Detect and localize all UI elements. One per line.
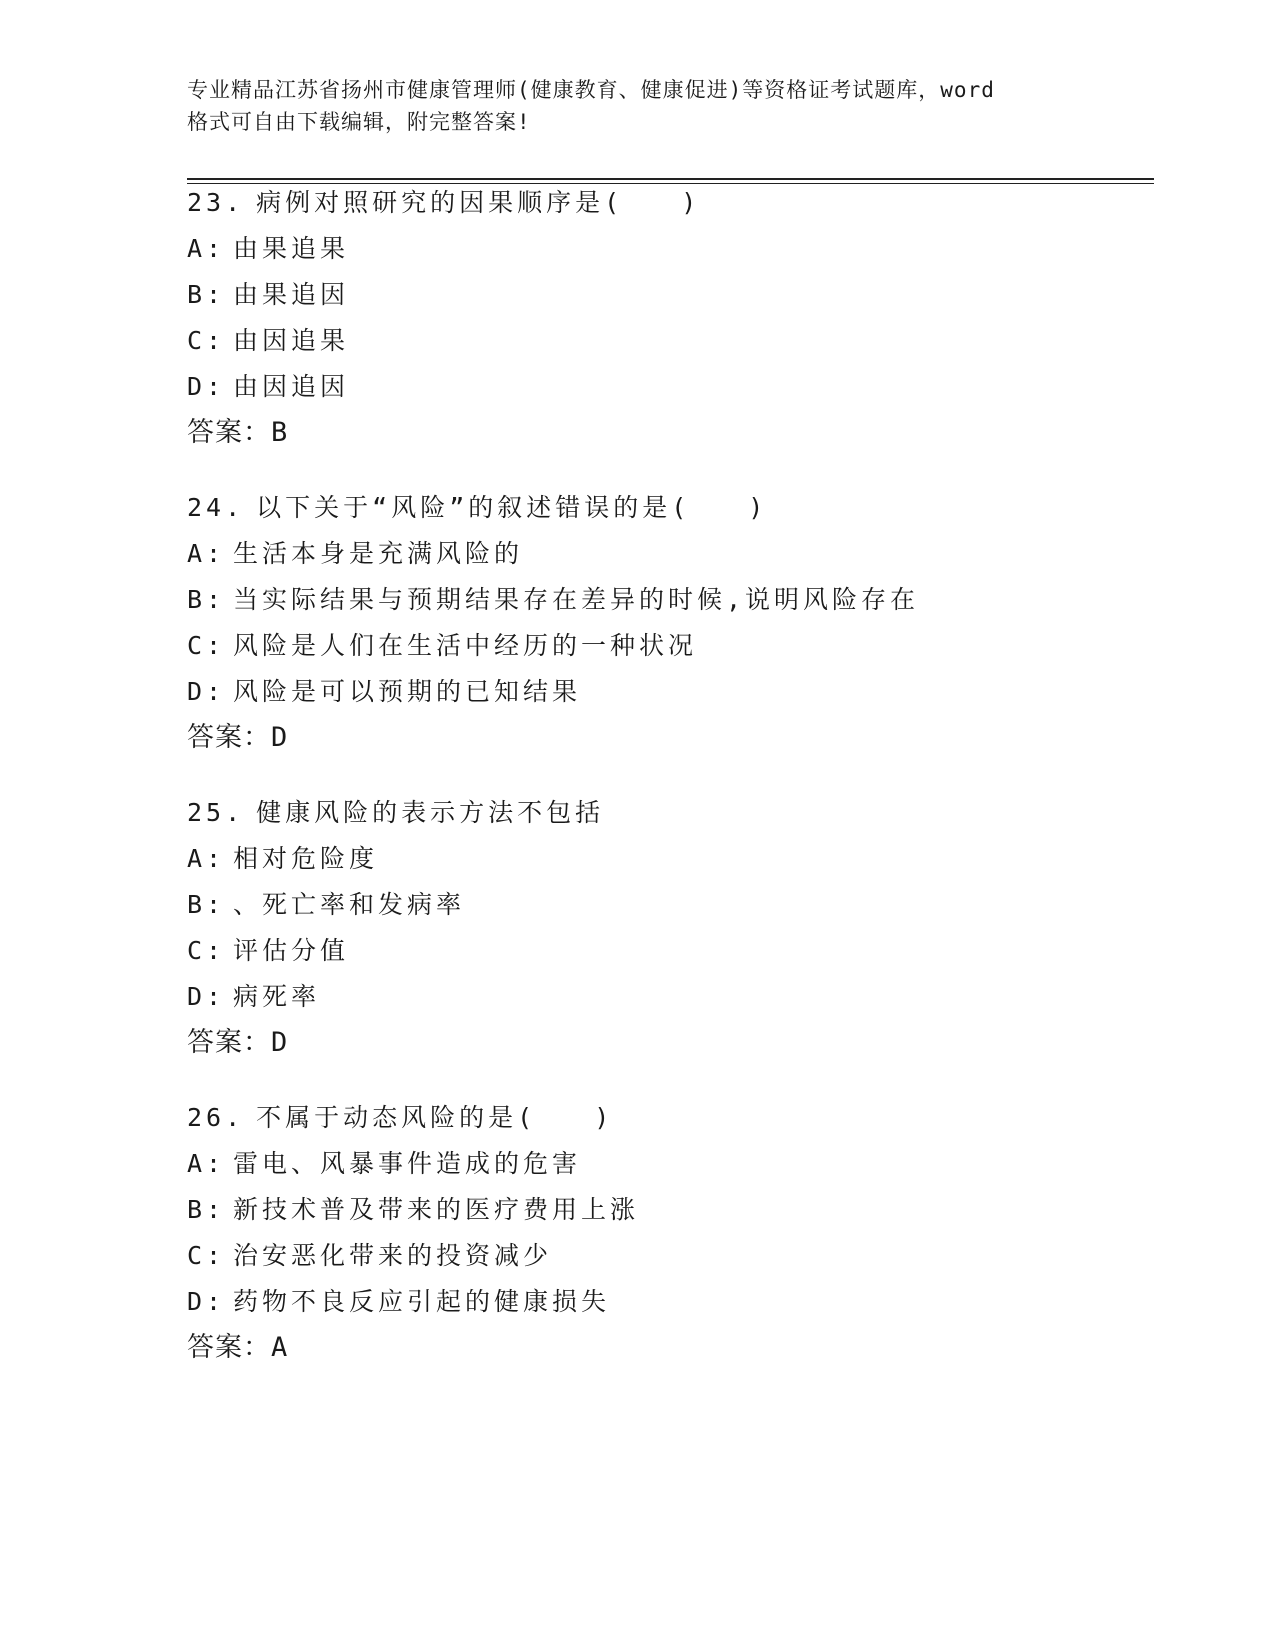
option-letter: D: (187, 982, 226, 1011)
answer-line (187, 1020, 1147, 1066)
option-letter: C: (187, 631, 226, 660)
question-stem (187, 485, 1147, 531)
question-text: 健康风险的表示方法不包括 (256, 798, 605, 827)
question-23 (187, 180, 1147, 456)
answer-label: 答案： (187, 417, 271, 448)
question-text: 病例对照研究的因果顺序是( ) (256, 188, 701, 217)
question-stem (187, 180, 1147, 226)
option-a (187, 226, 1147, 272)
question-stem (187, 1095, 1147, 1141)
option-letter: B: (187, 890, 226, 919)
option-b (187, 1187, 1147, 1233)
option-text: 风险是人们在生活中经历的一种状况 (233, 631, 698, 660)
header-line-2: 格式可自由下载编辑，附完整答案! (187, 110, 531, 134)
option-c (187, 928, 1147, 974)
option-letter: C: (187, 936, 226, 965)
option-b (187, 882, 1147, 928)
option-c (187, 1233, 1147, 1279)
question-number: 23. (187, 188, 245, 217)
option-letter: D: (187, 372, 226, 401)
option-letter: C: (187, 1241, 226, 1270)
option-letter: A: (187, 234, 226, 263)
option-text: 由因追果 (233, 326, 350, 355)
option-letter: C: (187, 326, 226, 355)
answer-value: D (271, 722, 289, 753)
option-letter: B: (187, 585, 226, 614)
option-d (187, 669, 1147, 715)
question-number: 24. (187, 493, 245, 522)
answer-value: B (271, 417, 289, 448)
option-letter: B: (187, 280, 226, 309)
answer-line (187, 410, 1147, 456)
option-text: 由因追因 (233, 372, 350, 401)
option-b (187, 272, 1147, 318)
option-letter: D: (187, 1287, 226, 1316)
question-24 (187, 485, 1147, 761)
option-text: 由果追果 (233, 234, 350, 263)
answer-value: D (271, 1027, 289, 1058)
option-b (187, 577, 1147, 623)
answer-line (187, 1325, 1147, 1371)
option-c (187, 623, 1147, 669)
option-a (187, 1141, 1147, 1187)
document-header (187, 74, 1087, 138)
option-d (187, 364, 1147, 410)
question-number: 26. (187, 1103, 245, 1132)
question-text: 不属于动态风险的是( ) (256, 1103, 614, 1132)
option-text: 病死率 (233, 982, 321, 1011)
option-text: 新技术普及带来的医疗费用上涨 (233, 1195, 640, 1224)
option-letter: A: (187, 844, 226, 873)
option-text: 、死亡率和发病率 (233, 890, 466, 919)
option-letter: A: (187, 1149, 226, 1178)
option-text: 治安恶化带来的投资减少 (233, 1241, 553, 1270)
option-text: 风险是可以预期的已知结果 (233, 677, 582, 706)
question-26 (187, 1095, 1147, 1371)
option-a (187, 531, 1147, 577)
option-letter: A: (187, 539, 226, 568)
answer-value: A (271, 1332, 289, 1363)
answer-label: 答案： (187, 722, 271, 753)
option-d (187, 1279, 1147, 1325)
option-letter: B: (187, 1195, 226, 1224)
answer-label: 答案： (187, 1027, 271, 1058)
answer-line (187, 715, 1147, 761)
option-text: 雷电、风暴事件造成的危害 (233, 1149, 582, 1178)
option-a (187, 836, 1147, 882)
header-line-1: 专业精品江苏省扬州市健康管理师(健康教育、健康促进)等资格证考试题库，word (187, 78, 995, 102)
question-number: 25. (187, 798, 245, 827)
option-text: 由果追因 (233, 280, 350, 309)
question-25 (187, 790, 1147, 1066)
option-d (187, 974, 1147, 1020)
option-text: 评估分值 (233, 936, 350, 965)
question-stem (187, 790, 1147, 836)
option-text: 相对危险度 (233, 844, 379, 873)
answer-label: 答案： (187, 1332, 271, 1363)
option-text: 药物不良反应引起的健康损失 (233, 1287, 611, 1316)
option-letter: D: (187, 677, 226, 706)
option-text: 生活本身是充满风险的 (233, 539, 524, 568)
option-c (187, 318, 1147, 364)
question-text: 以下关于“风险”的叙述错误的是( ) (256, 493, 768, 522)
option-text: 当实际结果与预期结果存在差异的时候,说明风险存在 (233, 585, 920, 614)
